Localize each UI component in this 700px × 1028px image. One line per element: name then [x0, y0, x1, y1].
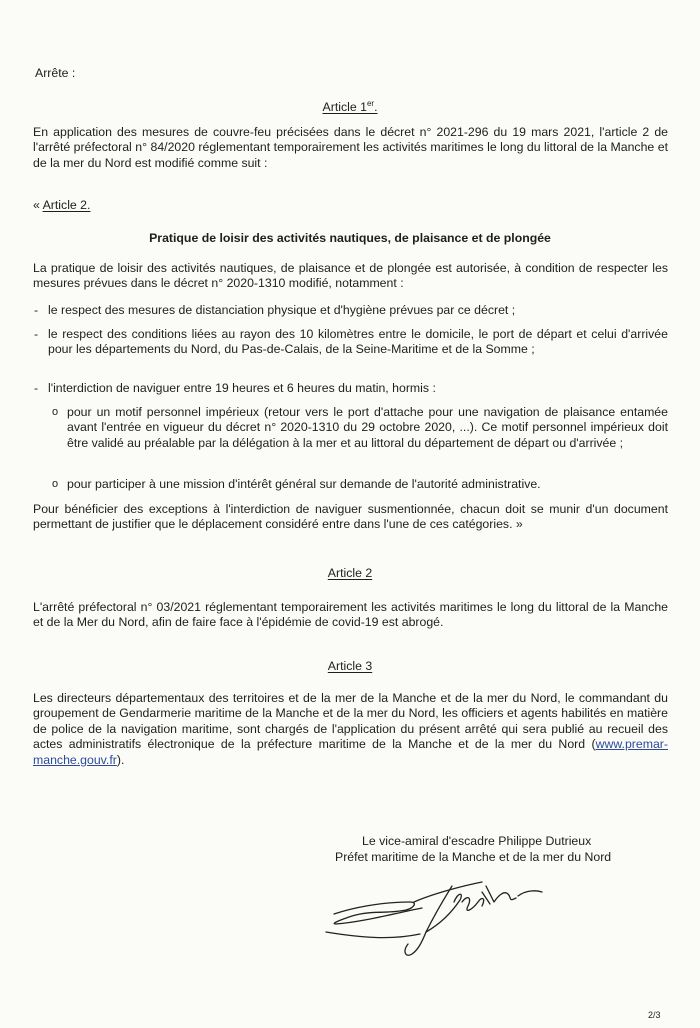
circle-bullet-icon: o [52, 406, 59, 418]
page-number: 2/3 [648, 1010, 661, 1020]
premar-website-link[interactable]: www.premar-manche.gouv.fr [33, 737, 668, 767]
bullet-item: le respect des conditions liées au rayon des 10 kilomètres entre le domicile, le port de départ et celui d'arrivée pour les départements du Nord, du Pas-de-Calais, de la Seine-Maritime et de la Somme ; [48, 327, 668, 357]
sub-bullet-item: pour un motif personnel impérieux (retour vers le port d'attache pour une navigation de plaisance entamée avant l'entrée en vigueur du décret n° 2020-1310 du 29 octobre 2020, ...). Ce motif personnel impérieux doit être validé au préalable par la délégation à la mer et au littoral du département de départ ou d'arrivée ; [67, 405, 668, 450]
article-1-heading: Article 1er. [322, 98, 378, 114]
dash-bullet-icon: - [34, 303, 39, 317]
signatory-title: Préfet maritime de la Manche et de la mer du Nord [335, 850, 612, 864]
article-3-heading: Article 3 [327, 659, 373, 673]
bullet-item: l'interdiction de naviguer entre 19 heures et 6 heures du matin, hormis : [48, 381, 436, 395]
sub-bullet-item: pour participer à une mission d'intérêt général sur demande de l'autorité administrative. [67, 477, 541, 491]
bullet-item: le respect des mesures de distanciation physique et d'hygiène prévues par ce décret ; [48, 303, 516, 317]
quoted-article-heading: « Article 2. [33, 198, 91, 212]
quoted-article-closing: Pour bénéficier des exceptions à l'interdiction de naviguer susmentionnée, chacun doit se munir d'un document permettant de justifier que le déplacement considéré entre dans l'une de ces catégories. » [33, 502, 668, 532]
quoted-article-title: Pratique de loisir des activités nautiques, de plaisance et de plongée [149, 231, 551, 245]
dash-bullet-icon: - [34, 327, 39, 341]
signatory-name: Le vice-amiral d'escadre Philippe Dutrieux [362, 834, 592, 848]
dash-bullet-icon: - [34, 381, 39, 395]
decree-intro: Arrête : [35, 66, 76, 80]
article-2-body: L'arrêté préfectoral n° 03/2021 réglementant temporairement les activités maritimes le long du littoral de la Manche et de la Mer du Nord, afin de faire face à l'épidémie de covid-19 est abrogé. [33, 600, 668, 630]
circle-bullet-icon: o [52, 478, 59, 490]
article-1-body: En application des mesures de couvre-feu précisées dans le décret n° 2021-296 du 19 mars 2021, l'article 2 de l'arrêté préfectoral n° 84/2020 réglementant temporairement les activités maritimes le long du littoral de la Manche et de la mer du Nord est modifié comme suit : [33, 125, 668, 170]
article-2-heading: Article 2 [327, 566, 373, 580]
article-3-body: Les directeurs départementaux des territoires et de la mer de la Manche et de la mer du Nord, le commandant du groupement de Gendarmerie maritime de la Manche et de la mer du Nord, les officiers et agents habilités en matière de police de la navigation maritime, sont chargés de l'application du présent arrêté qui sera publié au recueil des actes administratifs électronique de la préfecture maritime de la Manche et de la mer du Nord (www.premar-manche.gouv.fr). [33, 691, 668, 767]
quoted-article-intro: La pratique de loisir des activités nautiques, de plaisance et de plongée est autorisée, à condition de respecter les mesures prévues dans le décret n° 2020-1310 modifié, notamment : [33, 261, 668, 291]
handwritten-signature [322, 872, 582, 972]
